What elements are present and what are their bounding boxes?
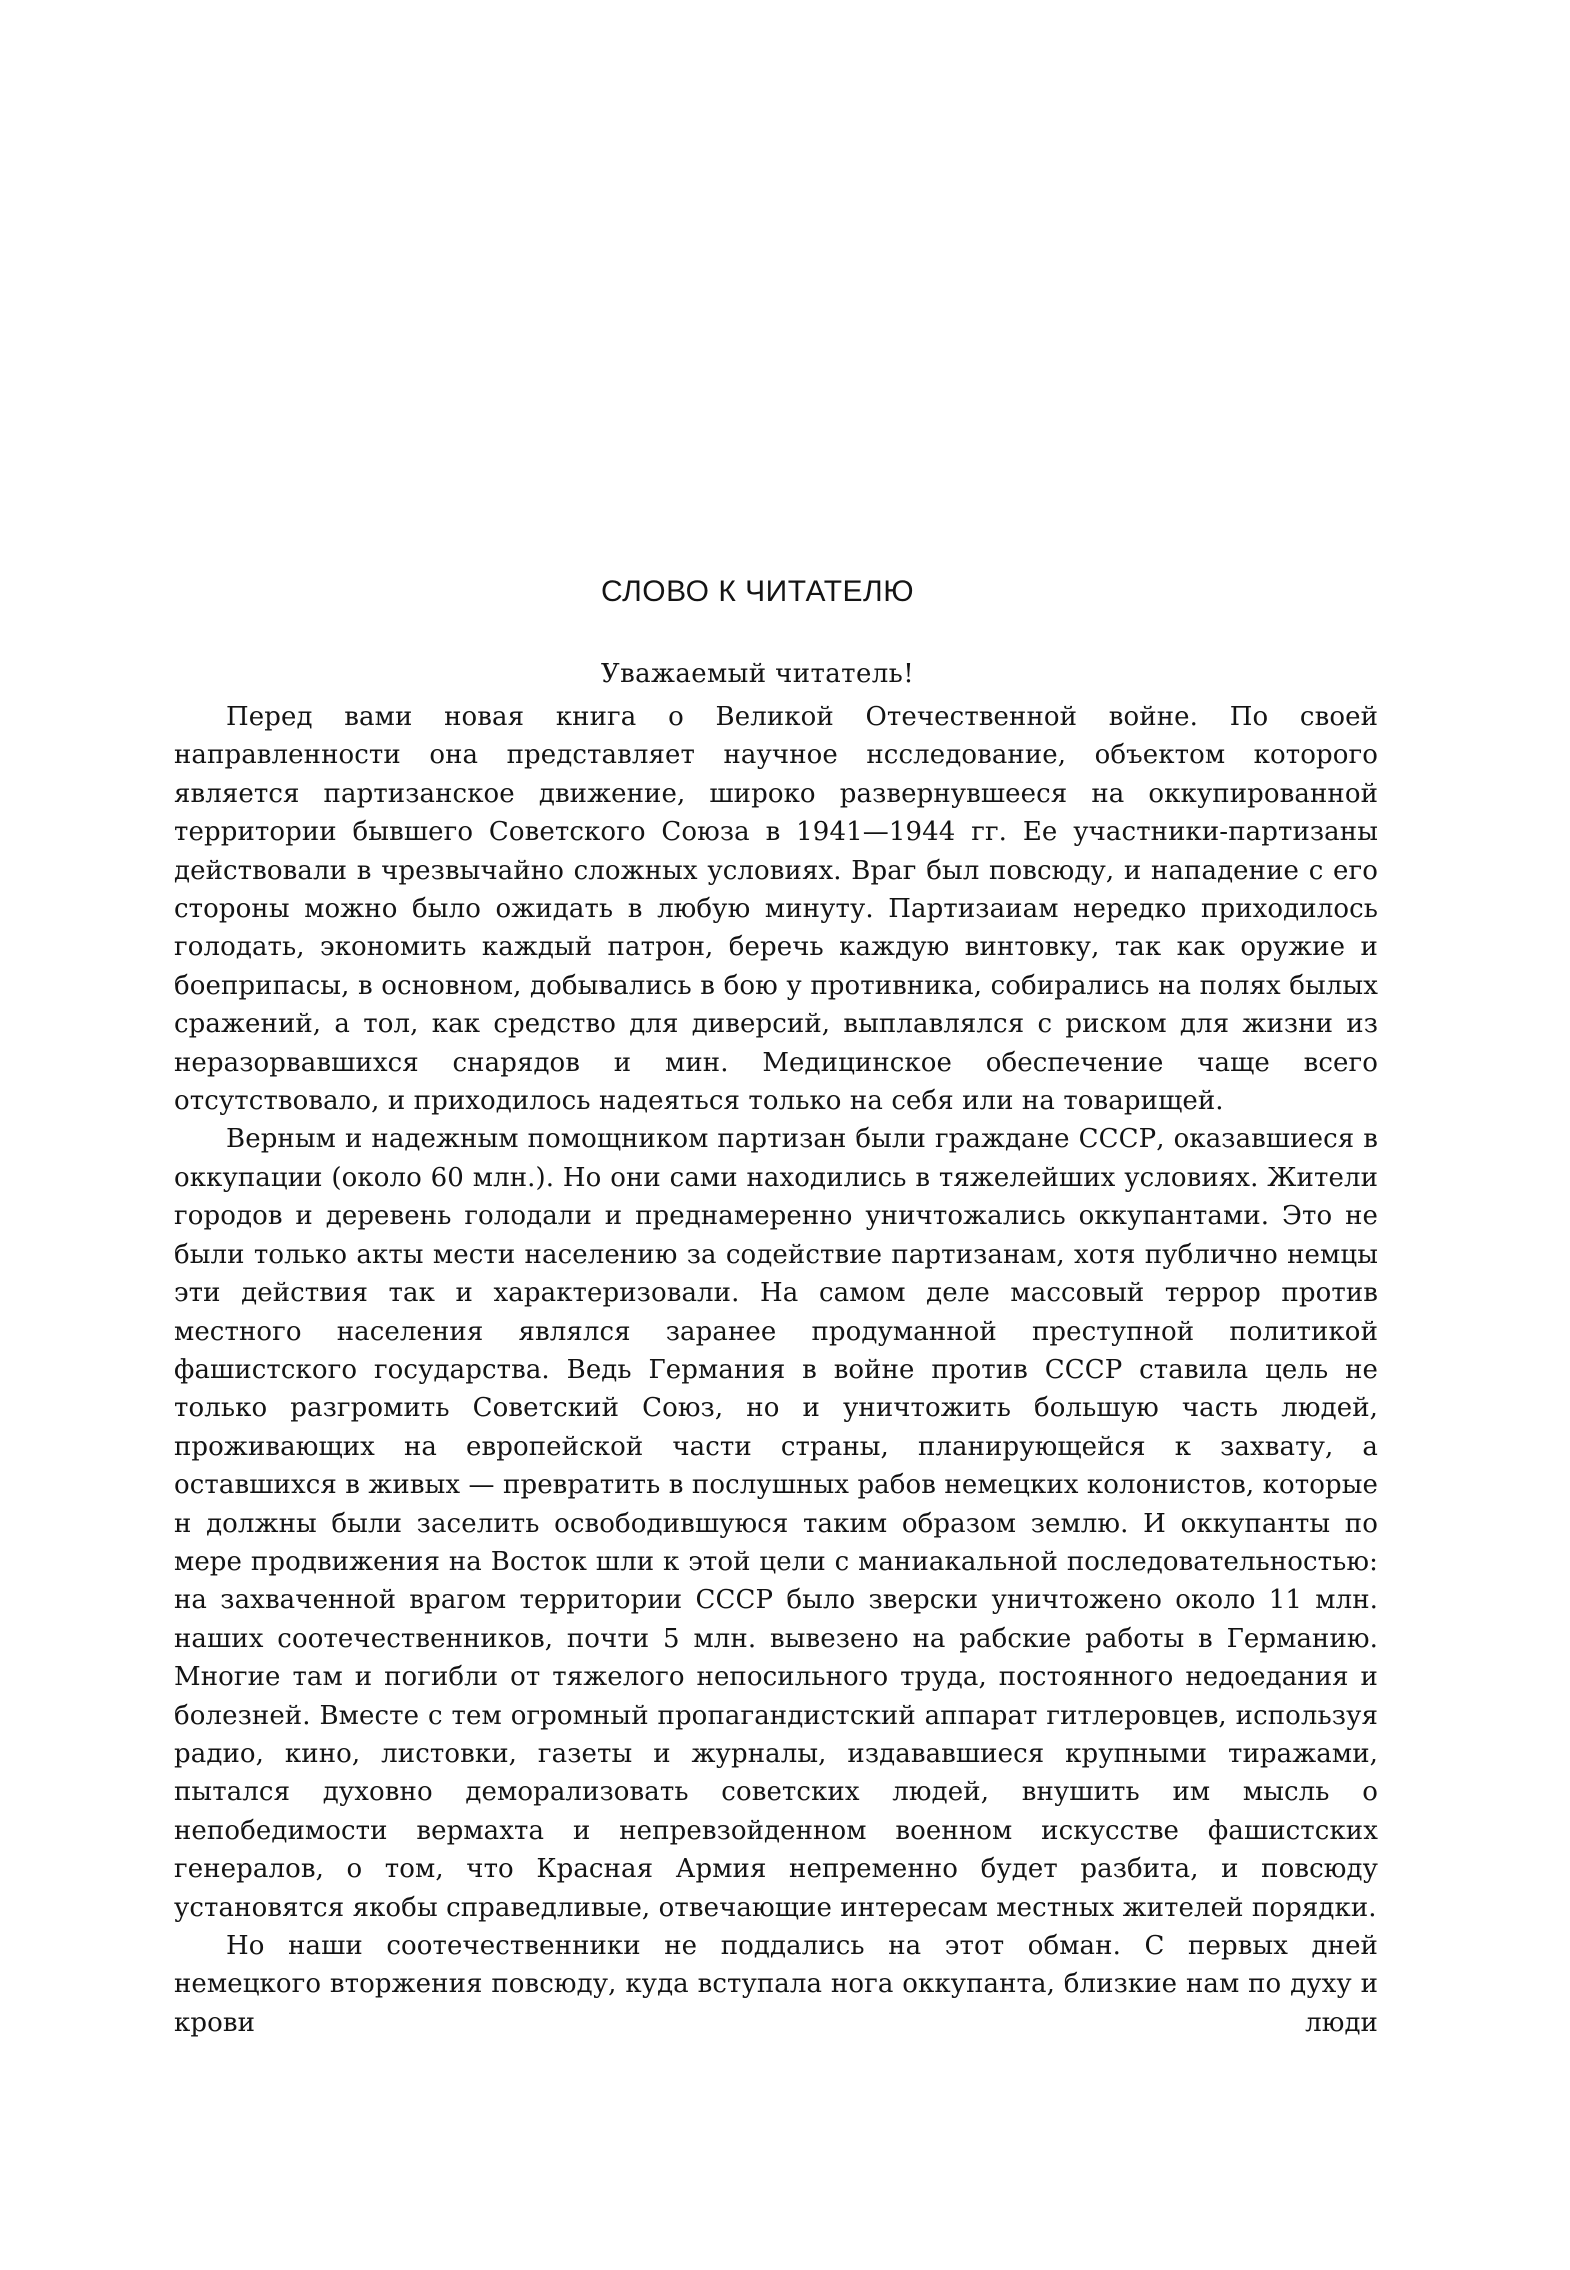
paragraph-3: Но наши соотечественники не поддались на этот обман. С первых дней немецкого вторжения повсюду, куда вступала нога оккупанта, близкие нам по духу и крови люди: [174, 1931, 1378, 2038]
paragraph-1: Перед вами новая книга о Великой Отечественной войне. По своей направленности она представляет научное нсследование, объектом которого является партизанское движение, широко развернувшееся на оккупированной территории бывшего Советского Союза в 1941—1944 гг. Ее участники-партизаны действовали в чрезвычайно сложных условиях. Враг был повсюду, и нападение с его стороны можно было ожидать в любую минуту. Партизаиам нередко приходилось голодать, экономить каждый патрон, беречь каждую винтовку, так как оружие и боеприпасы, в основном, добывались в бою у противника, собирались на полях былых сражений, а тол, как средство для диверсий, выплавлялся с риском для жизни из неразорвавшихся снарядов и мин. Медицинское обеспечение чаще всего отсутствовало, и приходилось надеяться только на себя или на товарищей.: [174, 702, 1378, 1117]
paragraph-2: Верным и надежным помощником партизан были граждане СССР, оказавшиеся в оккупации (около 60 млн.). Но они сами находились в тяжелейших условиях. Жители городов и деревень голодали и преднамеренно уничтожались оккупантами. Это не были только акты мести населению за содействие партизанам, хотя публично немцы эти действия так и характеризовали. На самом деле массовый террор против местного населения являлся заранее продуманной преступной политикой фашистского государства. Ведь Германия в войне против СССР ставила цель не только разгромить Советский Союз, но и уничтожить большую часть людей, проживающих на европейской части страны, планирующейся к захвату, а оставшихся в живых — превратить в послушных рабов немецких колонистов, которые н должны были заселить освободившуюся таким образом землю. И оккупанты по мере продвижения на Восток шли к этой цели с маниакальной последовательностью: на захваченной врагом территории СССР было зверски уничтожено около 11 млн. наших соотечественников, почти 5 млн. вывезено на рабские работы в Германию. Многие там и погибли от тяжелого непосильного труда, постоянного недоедания и болезней. Вместе с тем огромный пропагандистский аппарат гитлеровцев, используя радио, кино, листовки, газеты и журналы, издававшиеся крупными тиражами, пытался духовно деморализовать советских людей, внушить им мысль о непобедимости вермахта и непревзойденном военном искусстве фашистских генералов, о том, что Красная Армия непременно будет разбита, и повсюду установятся якобы справедливые, отвечающие интересам местных жителей порядки.: [174, 1124, 1378, 1923]
body-text: [174, 698, 1378, 2042]
chapter-title: СЛОВО К ЧИТАТЕЛЮ: [600, 575, 915, 608]
salutation: Уважаемый читатель!: [600, 659, 915, 689]
